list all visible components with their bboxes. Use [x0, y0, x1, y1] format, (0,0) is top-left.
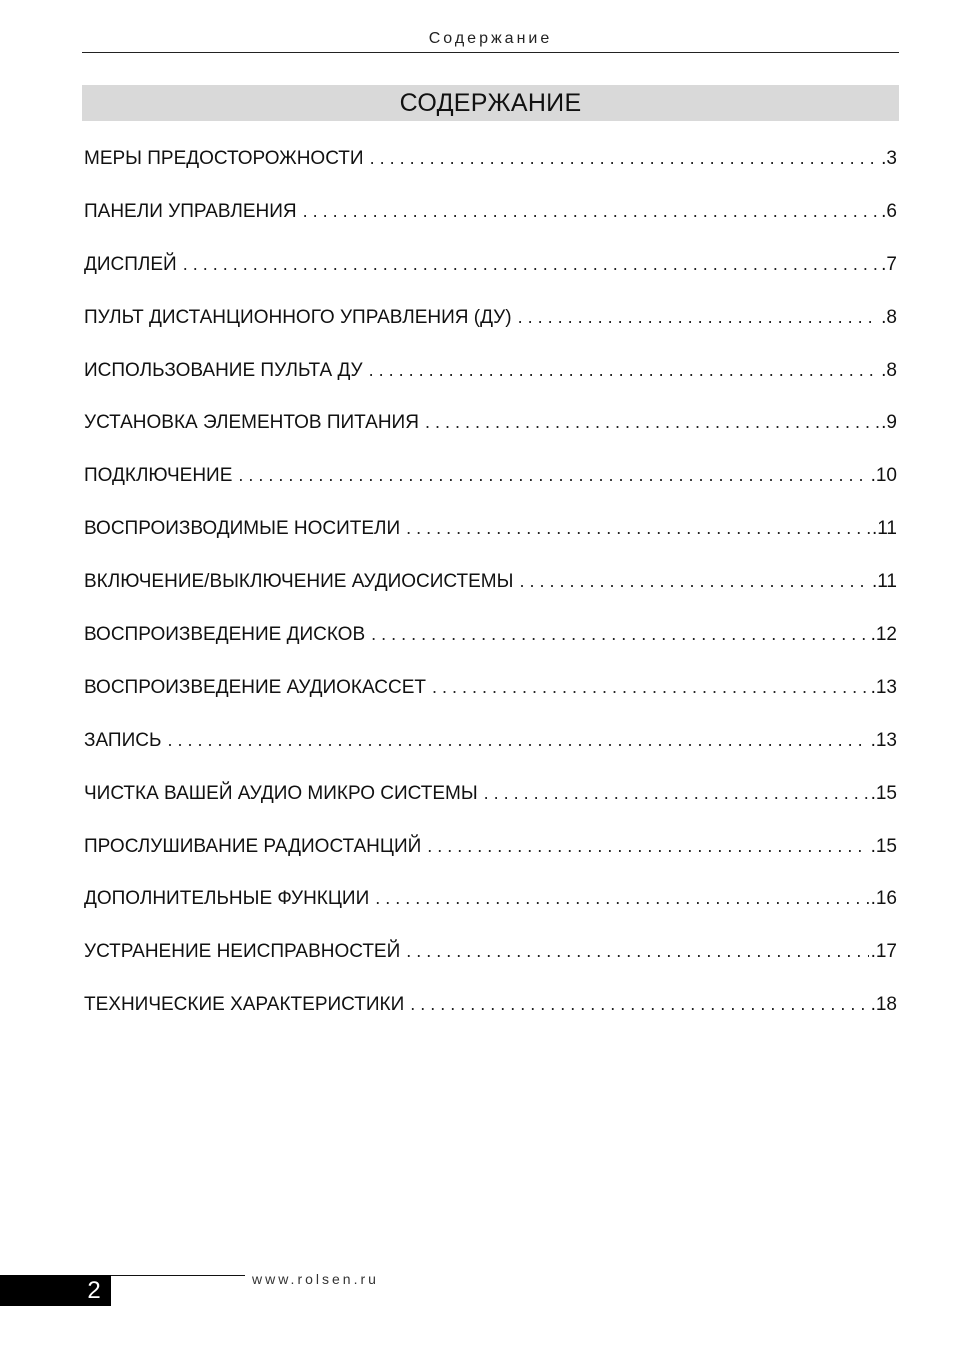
running-header: Содержание	[428, 30, 553, 47]
dot-leader	[518, 299, 880, 335]
table-of-contents	[84, 140, 897, 1039]
toc-entry-label: ПОДКЛЮЧЕНИЕ	[84, 465, 233, 487]
toc-entry-label: ВКЛЮЧЕНИЕ/ВЫКЛЮЧЕНИЕ АУДИОСИСТЕМЫ	[84, 571, 514, 593]
toc-entry-page: .13	[870, 729, 897, 751]
toc-entry-page: .11	[871, 518, 897, 540]
dot-leader	[167, 722, 868, 758]
dot-leader	[370, 140, 880, 176]
toc-entry[interactable]	[84, 193, 897, 246]
toc-entry-page: .6	[881, 200, 897, 222]
toc-entry-label: УСТАНОВКА ЭЛЕМЕНТОВ ПИТАНИЯ	[84, 412, 419, 434]
toc-entry-page: .8	[881, 306, 897, 328]
toc-entry-label: ВОСПРОИЗВЕДЕНИЕ АУДИОКАССЕТ	[84, 676, 426, 698]
toc-entry-label: ПУЛЬТ ДИСТАНЦИОННОГО УПРАВЛЕНИЯ (ДУ)	[84, 306, 512, 328]
dot-leader	[425, 404, 879, 440]
dot-leader	[427, 828, 868, 864]
toc-entry-page: .17	[870, 941, 897, 963]
toc-entry[interactable]	[84, 299, 897, 352]
toc-entry-page: .8	[881, 359, 897, 381]
toc-entry-label: ИСПОЛЬЗОВАНИЕ ПУЛЬТА ДУ	[84, 359, 363, 381]
toc-entry[interactable]	[84, 563, 897, 616]
toc-entry[interactable]	[84, 828, 897, 881]
toc-entry[interactable]	[84, 404, 897, 457]
toc-entry[interactable]	[84, 140, 897, 193]
toc-entry-label: ДИСПЛЕЙ	[84, 253, 177, 275]
toc-entry-page: .9	[881, 412, 897, 434]
toc-entry[interactable]	[84, 986, 897, 1039]
dot-leader	[371, 616, 868, 652]
toc-entry[interactable]	[84, 669, 897, 722]
dot-leader	[369, 352, 880, 388]
page-title: СОДЕРЖАНИЕ	[399, 88, 582, 117]
toc-entry[interactable]	[84, 775, 897, 828]
dot-leader	[375, 880, 868, 916]
toc-entry-label: УСТРАНЕНИЕ НЕИСПРАВНОСТЕЙ	[84, 941, 401, 963]
toc-entry-label: МЕРЫ ПРЕДОСТОРОЖНОСТИ	[84, 148, 364, 169]
page-number-badge	[0, 1275, 111, 1306]
toc-entry-label: ДОПОЛНИТЕЛЬНЫЕ ФУНКЦИИ	[84, 888, 370, 910]
toc-entry[interactable]	[84, 352, 897, 405]
dot-leader	[303, 193, 880, 229]
dot-leader	[406, 510, 870, 546]
toc-entry-label: ВОСПРОИЗВЕДЕНИЕ ДИСКОВ	[84, 624, 366, 646]
dot-leader	[183, 246, 879, 282]
toc-entry-page: .10	[870, 465, 897, 487]
dot-leader	[238, 457, 868, 493]
toc-entry-page: .13	[870, 676, 897, 698]
toc-entry-label: ПРОСЛУШИВАНИЕ РАДИОСТАНЦИЙ	[84, 835, 422, 857]
toc-entry-page: .12	[870, 624, 897, 646]
toc-entry-label: ЧИСТКА ВАШЕЙ АУДИО МИКРО СИСТЕМЫ	[84, 782, 478, 804]
toc-entry[interactable]	[84, 616, 897, 669]
toc-entry-page: .16	[870, 888, 897, 910]
toc-entry-label: ПАНЕЛИ УПРАВЛЕНИЯ	[84, 200, 297, 222]
toc-entry[interactable]	[84, 457, 897, 510]
toc-entry-label: ЗАПИСЬ	[84, 729, 162, 751]
toc-entry[interactable]	[84, 246, 897, 299]
dot-leader	[410, 986, 868, 1022]
toc-entry[interactable]	[84, 510, 897, 563]
dot-leader	[432, 669, 869, 705]
toc-entry-page: .15	[870, 782, 897, 804]
page-number: 2	[87, 1277, 101, 1304]
header-divider	[82, 52, 899, 53]
dot-leader	[406, 933, 868, 969]
toc-entry-page: .15	[870, 835, 897, 857]
toc-entry-page: .7	[881, 253, 897, 275]
title-bar	[82, 85, 899, 121]
toc-entry-page: .11	[871, 571, 897, 593]
toc-entry-label: ТЕХНИЧЕСКИЕ ХАРАКТЕРИСТИКИ	[84, 994, 405, 1016]
footer-divider	[111, 1275, 245, 1276]
toc-entry[interactable]	[84, 880, 897, 933]
toc-entry-label: ВОСПРОИЗВОДИМЫЕ НОСИТЕЛИ	[84, 518, 401, 540]
dot-leader	[519, 563, 870, 599]
dot-leader	[484, 775, 869, 811]
toc-entry[interactable]	[84, 933, 897, 986]
toc-entry-page: .18	[870, 994, 897, 1016]
toc-entry-page: .3	[881, 148, 897, 169]
footer-website-link[interactable]: www.rolsen.ru	[252, 1271, 379, 1287]
toc-entry[interactable]	[84, 722, 897, 775]
